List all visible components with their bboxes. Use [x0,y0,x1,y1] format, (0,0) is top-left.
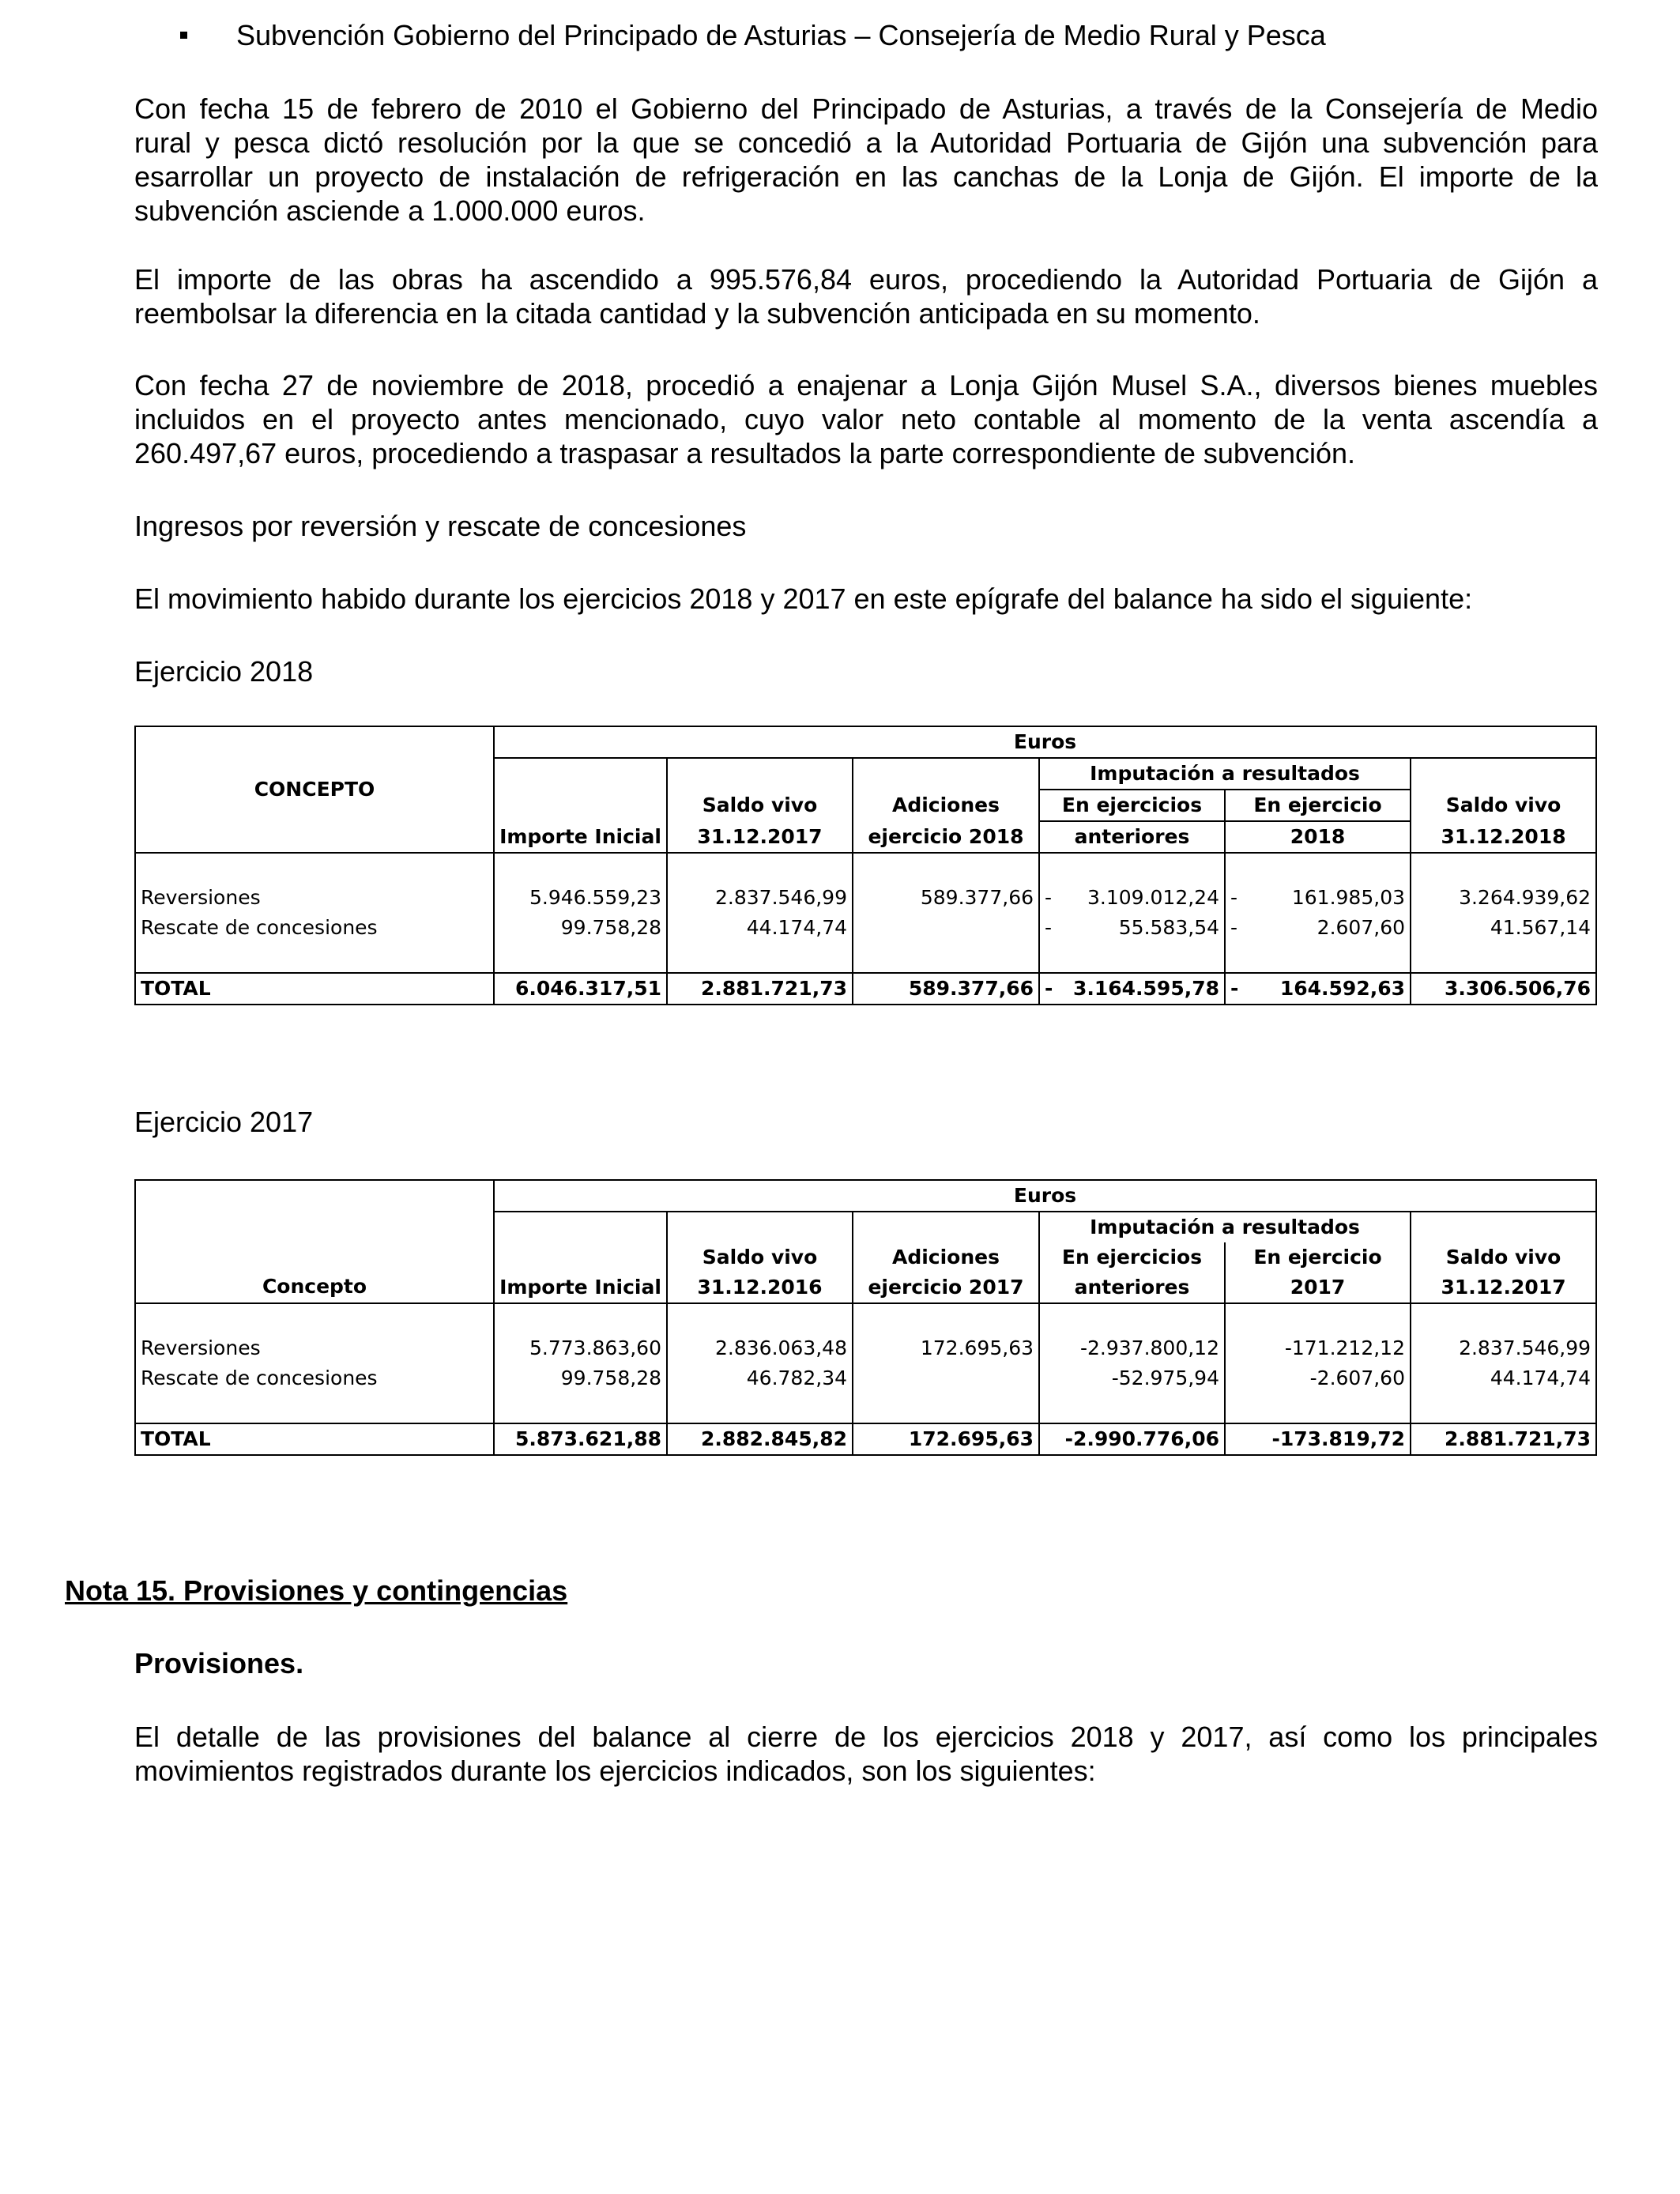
cell-ejercicio: -2.607,60 [1225,1363,1411,1393]
header-ejercicio-line1: En ejercicio [1225,1242,1411,1272]
minus-sign: - [1230,916,1238,939]
section-heading-nota-15: Nota 15. Provisiones y contingencias [65,1574,568,1607]
cell-saldo-inicial: 46.782,34 [667,1363,853,1393]
minus-sign: - [1045,886,1053,909]
header-concepto: Concepto [262,1275,367,1298]
cell-value: 2.607,60 [1317,916,1405,939]
subheading-provisiones: Provisiones. [134,1647,304,1679]
minus-sign: - [1045,977,1053,1000]
paragraph-line: esarrollar un proyecto de instalación de refrigeración en las canchas de la Lonja de Gijón. El importe de la [134,160,1598,193]
paragraph-line: rural y pesca dictó resolución por la que se concedió a la Autoridad Portuaria de Gijón una subvención para [134,126,1598,159]
cell-anteriores: -2.937.800,12 [1039,1333,1225,1363]
header-imputacion: Imputación a resultados [1039,758,1411,790]
table-ejercicio-2018 [134,726,1597,1005]
cell-value: 55.583,54 [1118,916,1219,939]
total-importe: 6.046.317,51 [494,973,667,1005]
header-adiciones-line1: Adiciones [853,790,1039,821]
paragraph-provisiones [134,1720,1598,1788]
cell-adiciones [853,913,1039,943]
header-concepto-cell [135,1180,494,1303]
total-importe: 5.873.621,88 [494,1423,667,1455]
cell-importe: 5.946.559,23 [494,883,667,913]
cell-importe: 99.758,28 [494,913,667,943]
section-label: Ejercicio 2017 [134,1106,314,1138]
header-anteriores-line1: En ejercicios [1039,1242,1225,1272]
cell-importe: 5.773.863,60 [494,1333,667,1363]
total-adiciones: 172.695,63 [853,1423,1039,1455]
total-saldo-inicial: 2.882.845,82 [667,1423,853,1455]
row-label: Reversiones [135,1333,494,1363]
paragraph-line: subvención asciende a 1.000.000 euros. [134,194,646,227]
total-row [135,973,1596,1005]
paragraph-movimiento [134,582,1598,616]
paragraph-line: incluidos en el proyecto antes mencionado, cuyo valor neto contable al momento de la venta ascendía a [134,403,1598,435]
header-saldo-inicial-line1: Saldo vivo [667,790,853,821]
cell-value: 3.109.012,24 [1087,886,1219,909]
label-ejercicio-2018 [134,654,1598,688]
header-euros: Euros [494,1180,1596,1212]
total-label: TOTAL [135,1423,494,1455]
paragraph-subvencion [134,92,1598,228]
cell-saldo-final: 41.567,14 [1411,913,1596,943]
header-adiciones-line2: ejercicio 2018 [853,821,1039,853]
label-ejercicio-2017 [134,1105,1598,1139]
total-anteriores [1039,973,1225,1005]
square-bullet-icon [180,32,187,39]
cell-saldo-final: 44.174,74 [1411,1363,1596,1393]
header-anteriores-line2: anteriores [1039,821,1225,853]
header-imputacion: Imputación a resultados [1039,1212,1411,1242]
row-label: Rescate de concesiones [135,1363,494,1393]
minus-sign: - [1230,886,1238,909]
paragraph-line: El detalle de las provisiones del balance al cierre de los ejercicios 2018 y 2017, así como los principales [134,1721,1598,1753]
cell-ejercicio: -171.212,12 [1225,1333,1411,1363]
paragraph-line: movimientos registrados durante los ejercicios indicados, son los siguientes: [134,1755,1096,1787]
header-anteriores-line2: anteriores [1039,1272,1225,1303]
header-saldo-inicial-line2: 31.12.2017 [667,821,853,853]
cell-ejercicio [1225,913,1411,943]
cell-anteriores: -52.975,94 [1039,1363,1225,1393]
paragraph-line: El importe de las obras ha ascendido a 995.576,84 euros, procediendo la Autoridad Portuaria de Gijón a [134,263,1598,296]
row-label: Reversiones [135,883,494,913]
header-saldo-inicial-line1: Saldo vivo [667,1242,853,1272]
paragraph-line: 260.497,67 euros, procediendo a traspasar a resultados la parte correspondiente de subvención. [134,437,1356,469]
total-saldo-final: 3.306.506,76 [1411,973,1596,1005]
paragraph-ingresos-title [134,509,1598,543]
cell-value: 164.592,63 [1279,977,1405,1000]
header-importe-inicial: Importe Inicial [494,1272,667,1303]
header-adiciones-line2: ejercicio 2017 [853,1272,1039,1303]
paragraph-line: reembolsar la diferencia en la citada cantidad y la subvención anticipada en su momento. [134,297,1260,330]
cell-saldo-inicial: 2.836.063,48 [667,1333,853,1363]
total-anteriores: -2.990.776,06 [1039,1423,1225,1455]
row-label: Rescate de concesiones [135,913,494,943]
paragraph-importe-obras [134,262,1598,330]
total-saldo-final: 2.881.721,73 [1411,1423,1596,1455]
header-concepto: CONCEPTO [135,726,494,853]
header-ejercicio-line1: En ejercicio [1225,790,1411,821]
header-saldo-final-line2: 31.12.2018 [1411,821,1596,853]
cell-saldo-final: 2.837.546,99 [1411,1333,1596,1363]
header-ejercicio-line2: 2018 [1225,821,1411,853]
paragraph-line: Con fecha 27 de noviembre de 2018, procedió a enajenar a Lonja Gijón Musel S.A., diversos bienes muebles [134,369,1598,401]
cell-adiciones: 172.695,63 [853,1333,1039,1363]
header-saldo-final-line1: Saldo vivo [1411,1242,1596,1272]
header-saldo-final-line1: Saldo vivo [1411,790,1596,821]
cell-saldo-final: 3.264.939,62 [1411,883,1596,913]
table-ejercicio-2017 [134,1179,1597,1456]
header-adiciones-line1: Adiciones [853,1242,1039,1272]
minus-sign: - [1045,916,1053,939]
paragraph-line: Con fecha 15 de febrero de 2010 el Gobierno del Principado de Asturias, a través de la Consejería de Medio [134,92,1598,125]
paragraph-line: El movimiento habido durante los ejercicios 2018 y 2017 en este epígrafe del balance ha sido el siguiente: [134,582,1473,615]
section-label: Ejercicio 2018 [134,655,314,688]
paragraph-line: Ingresos por reversión y rescate de concesiones [134,510,747,542]
cell-anteriores [1039,883,1225,913]
bullet-text: Subvención Gobierno del Principado de Asturias – Consejería de Medio Rural y Pesca [236,19,1326,51]
bullet-item [180,17,1326,54]
cell-value: 161.985,03 [1291,886,1405,909]
total-label: TOTAL [135,973,494,1005]
table-row [135,1333,1596,1363]
table-row [135,883,1596,913]
cell-saldo-inicial: 44.174,74 [667,913,853,943]
cell-importe: 99.758,28 [494,1363,667,1393]
minus-sign: - [1230,977,1239,1000]
header-ejercicio-line2: 2017 [1225,1272,1411,1303]
total-ejercicio [1225,973,1411,1005]
header-importe-inicial: Importe Inicial [494,821,667,853]
cell-adiciones [853,1363,1039,1393]
paragraph-enajenacion [134,368,1598,470]
table-row [135,913,1596,943]
total-adiciones: 589.377,66 [853,973,1039,1005]
cell-saldo-inicial: 2.837.546,99 [667,883,853,913]
header-euros: Euros [494,726,1596,758]
total-row [135,1423,1596,1455]
header-anteriores-line1: En ejercicios [1039,790,1225,821]
header-saldo-final-line2: 31.12.2017 [1411,1272,1596,1303]
cell-value: 3.164.595,78 [1072,977,1219,1000]
cell-ejercicio [1225,883,1411,913]
table-row [135,1363,1596,1393]
cell-adiciones: 589.377,66 [853,883,1039,913]
total-saldo-inicial: 2.881.721,73 [667,973,853,1005]
total-ejercicio: -173.819,72 [1225,1423,1411,1455]
cell-anteriores [1039,913,1225,943]
header-saldo-inicial-line2: 31.12.2016 [667,1272,853,1303]
